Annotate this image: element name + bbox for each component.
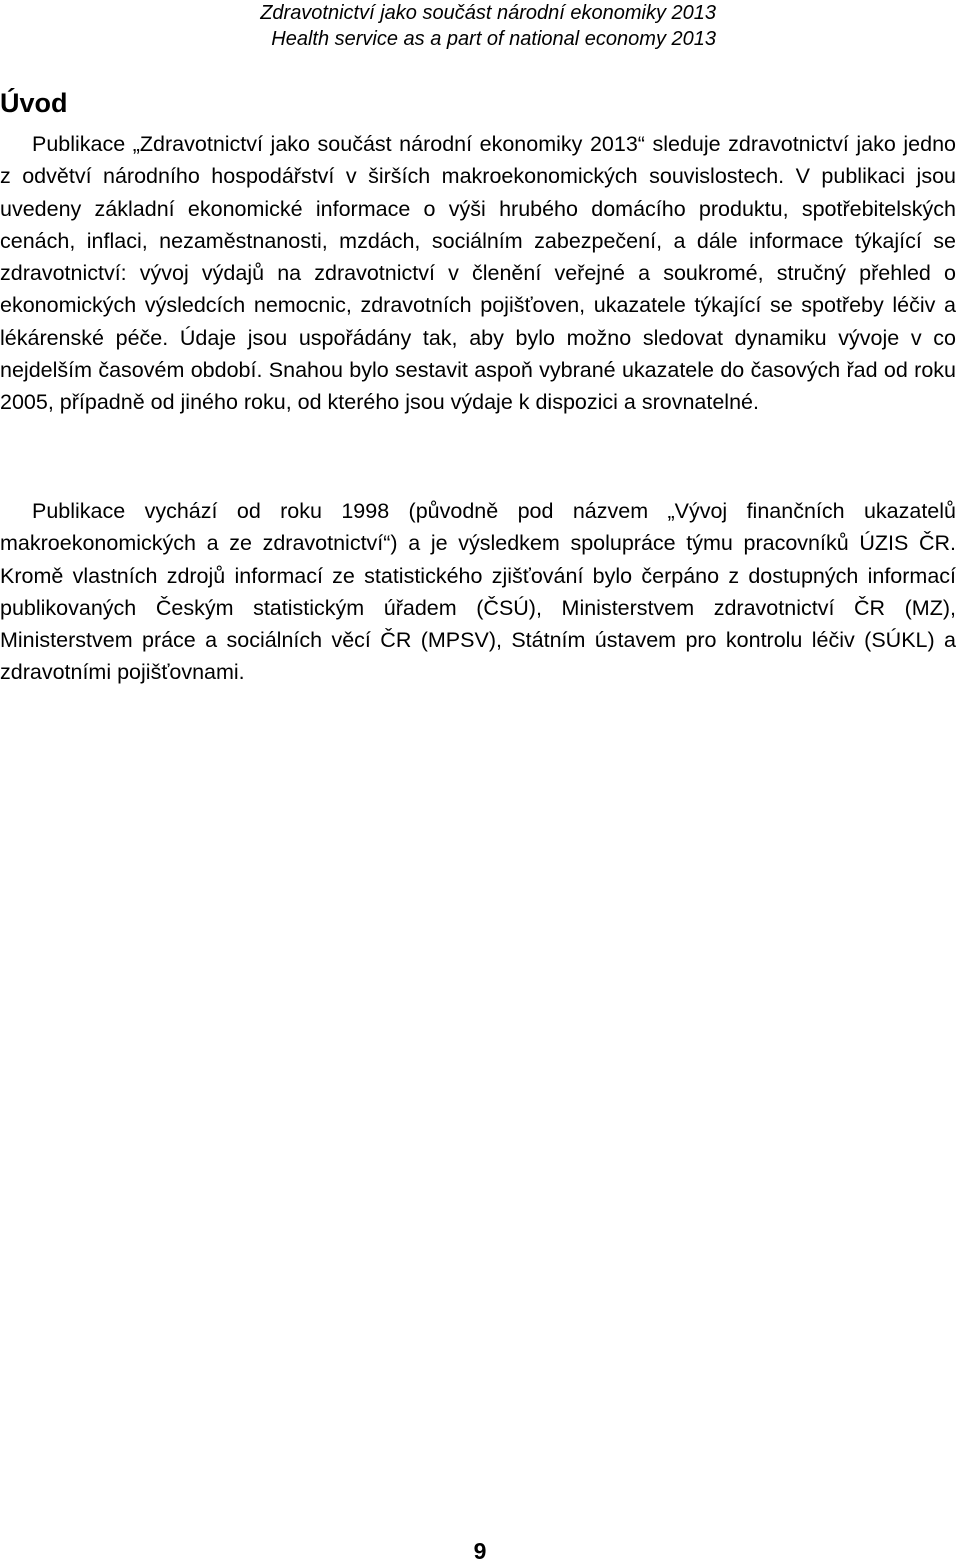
running-header (260, 0, 716, 52)
page-number: 9 (473, 1538, 487, 1564)
running-header-czech: Zdravotnictví jako součást národní ekonomiky 2013 (260, 2, 716, 24)
intro-paragraph-1: Publikace „Zdravotnictví jako součást národní ekonomiky 2013“ sleduje zdravotnictví jako jedno z odvětví národního hospodářství v širších makroekonomických souvislostech. V publikaci jsou uvedeny základní ekonomické informace o výši hrubého domácího produktu, spotřebitelských cenách, inflaci, nezaměstnanosti, mzdách, sociálním zabezpečení, a dále informace týkající se zdravotnictví: vývoj výdajů na zdravotnictví v členění veřejné a soukromé, stručný přehled o ekonomických výsledcích nemocnic, zdravotních pojišťoven, ukazatele týkající se spotřeby léčiv a lékárenské péče. Údaje jsou uspořádány tak, aby bylo možno sledovat dynamiku vývoje v co nejdelším časovém období. Snahou bylo sestavit aspoň vybrané ukazatele do časových řad od roku 2005, případně od jiného roku, od kterého jsou výdaje k dispozici a srovnatelné. (0, 132, 956, 415)
intro-paragraph-2: Publikace vychází od roku 1998 (původně pod názvem „Vývoj finančních ukazatelů makroekonomických a ze zdravotnictví“) a je výsledkem spolupráce týmu pracovníků ÚZIS ČR. Kromě vlastních zdrojů informací ze statistického zjišťování bylo čerpáno z dostupných informací publikovaných Českým statistickým úřadem (ČSÚ), Ministerstvem zdravotnictví ČR (MZ), Ministerstvem práce a sociálních věcí ČR (MPSV), Státním ústavem pro kontrolu léčiv (SÚKL) a zdravotními pojišťovnami. (0, 499, 956, 685)
page-title: Úvod (0, 88, 68, 118)
running-header-english: Health service as a part of national economy 2013 (271, 28, 716, 50)
